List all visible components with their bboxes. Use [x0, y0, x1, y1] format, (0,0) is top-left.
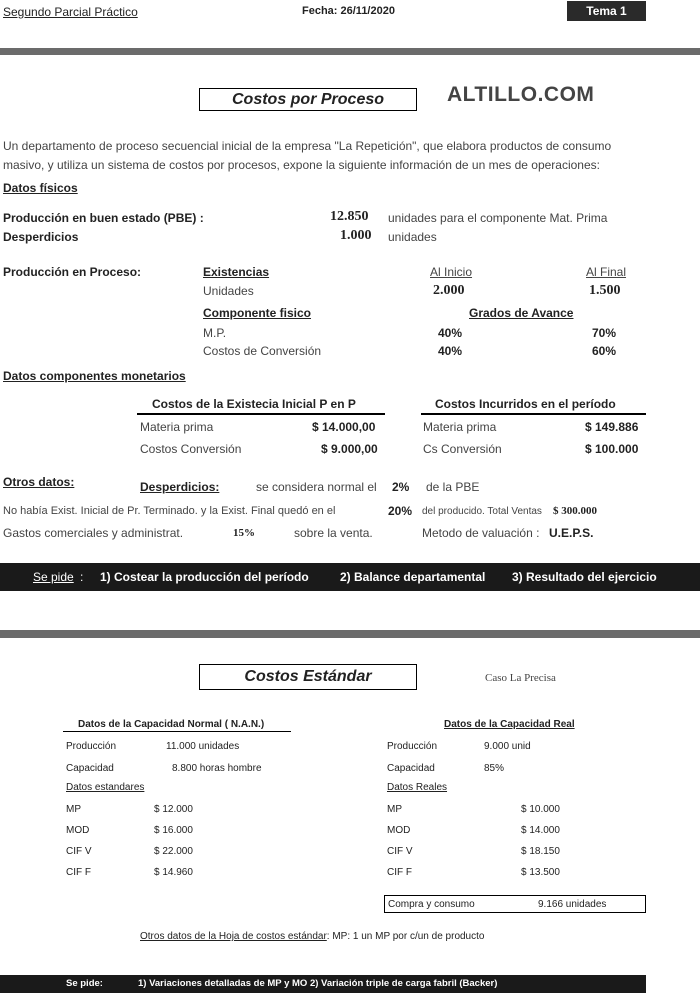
- exam-title: Segundo Parcial Práctico: [3, 5, 138, 19]
- pbe-label: Producción en buen estado (PBE) :: [3, 211, 204, 225]
- ei-title: Costos de la Existecia Inicial P en P: [152, 397, 356, 411]
- otros-hoja-rest: : MP: 1 un MP por c/un de producto: [326, 931, 485, 942]
- r-row-label: MOD: [387, 825, 411, 836]
- pep-label: Producción en Proceso:: [3, 265, 142, 279]
- pbe-unit: unidades para el componente Mat. Prima: [388, 211, 608, 225]
- ci-cc-label: Cs Conversión: [423, 442, 502, 456]
- normal-text: se considera normal el: [256, 480, 377, 494]
- cc-inicio: 40%: [438, 344, 463, 358]
- unidades-label: Unidades: [203, 284, 254, 298]
- ci-cc-value: $ 100.000: [585, 442, 639, 456]
- sobre-venta: sobre la venta.: [294, 526, 373, 540]
- del-producido: del producido. Total Ventas: [422, 506, 542, 517]
- exam-date: Fecha: 26/11/2020: [302, 5, 395, 17]
- n-row-label: MP: [66, 804, 81, 815]
- monetarios-heading: Datos componentes monetarios: [3, 369, 186, 383]
- al-inicio-heading: Al Inicio: [430, 265, 473, 279]
- n-row-label: CIF V: [66, 846, 92, 857]
- pide-item-2: 2) Balance departamental: [340, 570, 486, 584]
- normal-title: Datos de la Capacidad Normal ( N.A.N.): [78, 719, 265, 730]
- ei-cc-label: Costos Conversión: [140, 442, 242, 456]
- desperdicios-heading: Desperdicios:: [140, 480, 220, 494]
- n-std-heading: Datos estandares: [66, 782, 145, 793]
- n-cap-value: 8.800 horas hombre: [172, 763, 262, 774]
- de-pbe: de la PBE: [426, 480, 480, 494]
- n-row-value: $ 22.000: [154, 846, 193, 857]
- se-pide-bar-proceso: Se pide : 1) Costear la producción del período 2) Balance departamental 3) Resultado del ejercicio: [0, 563, 700, 591]
- compra-label: Compra y consumo: [388, 899, 475, 910]
- componente-heading: Componente fisico: [203, 306, 312, 320]
- cc-final: 60%: [592, 344, 617, 358]
- ei-cc-value: $ 9.000,00: [321, 442, 378, 456]
- al-final-heading: Al Final: [586, 265, 627, 279]
- total-ventas: $ 300.000: [553, 505, 597, 517]
- ci-underline: [421, 413, 646, 415]
- mp-label: M.P.: [203, 326, 227, 340]
- unidades-final: 1.500: [589, 283, 621, 298]
- mp-final: 70%: [592, 326, 617, 340]
- existencias-heading: Existencias: [203, 265, 270, 279]
- r-real-heading: Datos Reales: [387, 782, 448, 793]
- r-cap-value: 85%: [484, 763, 505, 774]
- ci-title: Costos Incurridos en el período: [435, 397, 616, 411]
- metodo-label: Metodo de valuación :: [422, 526, 540, 540]
- se-pide-bar-estandar: [0, 975, 646, 993]
- n-row-label: CIF F: [66, 867, 91, 878]
- desperdicios-label: Desperdicios: [3, 230, 79, 244]
- unidades-inicio: 2.000: [433, 283, 465, 298]
- pide-estandar-text: 1) Variaciones detalladas de MP y MO 2) Variación triple de carga fabril (Backer): [138, 978, 498, 989]
- n-prod-value: 11.000 unidades: [166, 741, 240, 752]
- pide-item-3: 3) Resultado del ejercicio: [512, 570, 657, 584]
- section-divider: [0, 48, 700, 55]
- r-cap-label: Capacidad: [387, 763, 435, 774]
- ei-mp-label: Materia prima: [140, 420, 214, 434]
- normal-underline: [63, 731, 291, 732]
- r-row-label: MP: [387, 804, 402, 815]
- pbe-value: 12.850: [330, 209, 369, 224]
- gastos-pct: 15%: [233, 527, 255, 539]
- r-row-value: $ 18.150: [521, 846, 560, 857]
- r-row-value: $ 10.000: [521, 804, 560, 815]
- r-row-label: CIF V: [387, 846, 413, 857]
- section-title-estandar: Costos Estándar: [199, 664, 417, 690]
- n-row-value: $ 16.000: [154, 825, 193, 836]
- ei-mp-value: $ 14.000,00: [312, 420, 376, 434]
- tema-badge: Tema 1: [567, 1, 646, 21]
- gastos-label: Gastos comerciales y administrat.: [3, 526, 184, 540]
- n-row-value: $ 12.000: [154, 804, 193, 815]
- metodo-value: U.E.P.S.: [549, 526, 594, 540]
- n-cap-label: Capacidad: [66, 763, 114, 774]
- r-row-value: $ 13.500: [521, 867, 560, 878]
- otros-hoja-note: [140, 931, 484, 942]
- ei-underline: [137, 413, 385, 415]
- pide-item-1: 1) Costear la producción del período: [100, 570, 309, 584]
- desperdicios-value: 1.000: [340, 228, 372, 243]
- otros-datos-heading: Otros datos:: [3, 475, 75, 489]
- ci-mp-label: Materia prima: [423, 420, 497, 434]
- n-row-label: MOD: [66, 825, 90, 836]
- section-title-proceso: Costos por Proceso: [199, 88, 417, 111]
- se-pide-label: Se pide: [33, 570, 74, 584]
- altillo-logo: ALTILLO.COM: [447, 83, 595, 106]
- cc-label: Costos de Conversión: [203, 344, 322, 358]
- r-prod-value: 9.000 unid: [484, 741, 531, 752]
- section-divider-2: [0, 630, 700, 638]
- normal-pct: 2%: [392, 480, 410, 494]
- compra-value: 9.166 unidades: [538, 899, 607, 910]
- real-title: Datos de la Capacidad Real: [444, 719, 575, 730]
- r-row-value: $ 14.000: [521, 825, 560, 836]
- desperdicios-unit: unidades: [388, 230, 437, 244]
- otros-hoja-label: Otros datos de la Hoja de costos estándar: [140, 931, 327, 942]
- no-habia-text: No había Exist. Inicial de Pr. Terminado. y la Exist. Final quedó en el: [3, 505, 336, 517]
- n-row-value: $ 14.960: [154, 867, 193, 878]
- intro-line-2: masivo, y utiliza un sistema de costos por procesos, expone la siguiente información de un mes de operaciones:: [3, 158, 600, 172]
- ci-mp-value: $ 149.886: [585, 420, 639, 434]
- no-habia-pct: 20%: [388, 504, 413, 518]
- caso-label: Caso La Precisa: [485, 672, 556, 684]
- se-pide-estandar-label: Se pide:: [66, 978, 103, 989]
- compra-box: [384, 895, 646, 913]
- grados-heading: Grados de Avance: [469, 306, 574, 320]
- mp-inicio: 40%: [438, 326, 463, 340]
- r-row-label: CIF F: [387, 867, 412, 878]
- r-prod-label: Producción: [387, 741, 438, 752]
- datos-fisicos-heading: Datos físicos: [3, 181, 78, 195]
- intro-line-1: Un departamento de proceso secuencial inicial de la empresa "La Repetición", que elabora productos de consumo: [3, 139, 612, 153]
- n-prod-label: Producción: [66, 741, 117, 752]
